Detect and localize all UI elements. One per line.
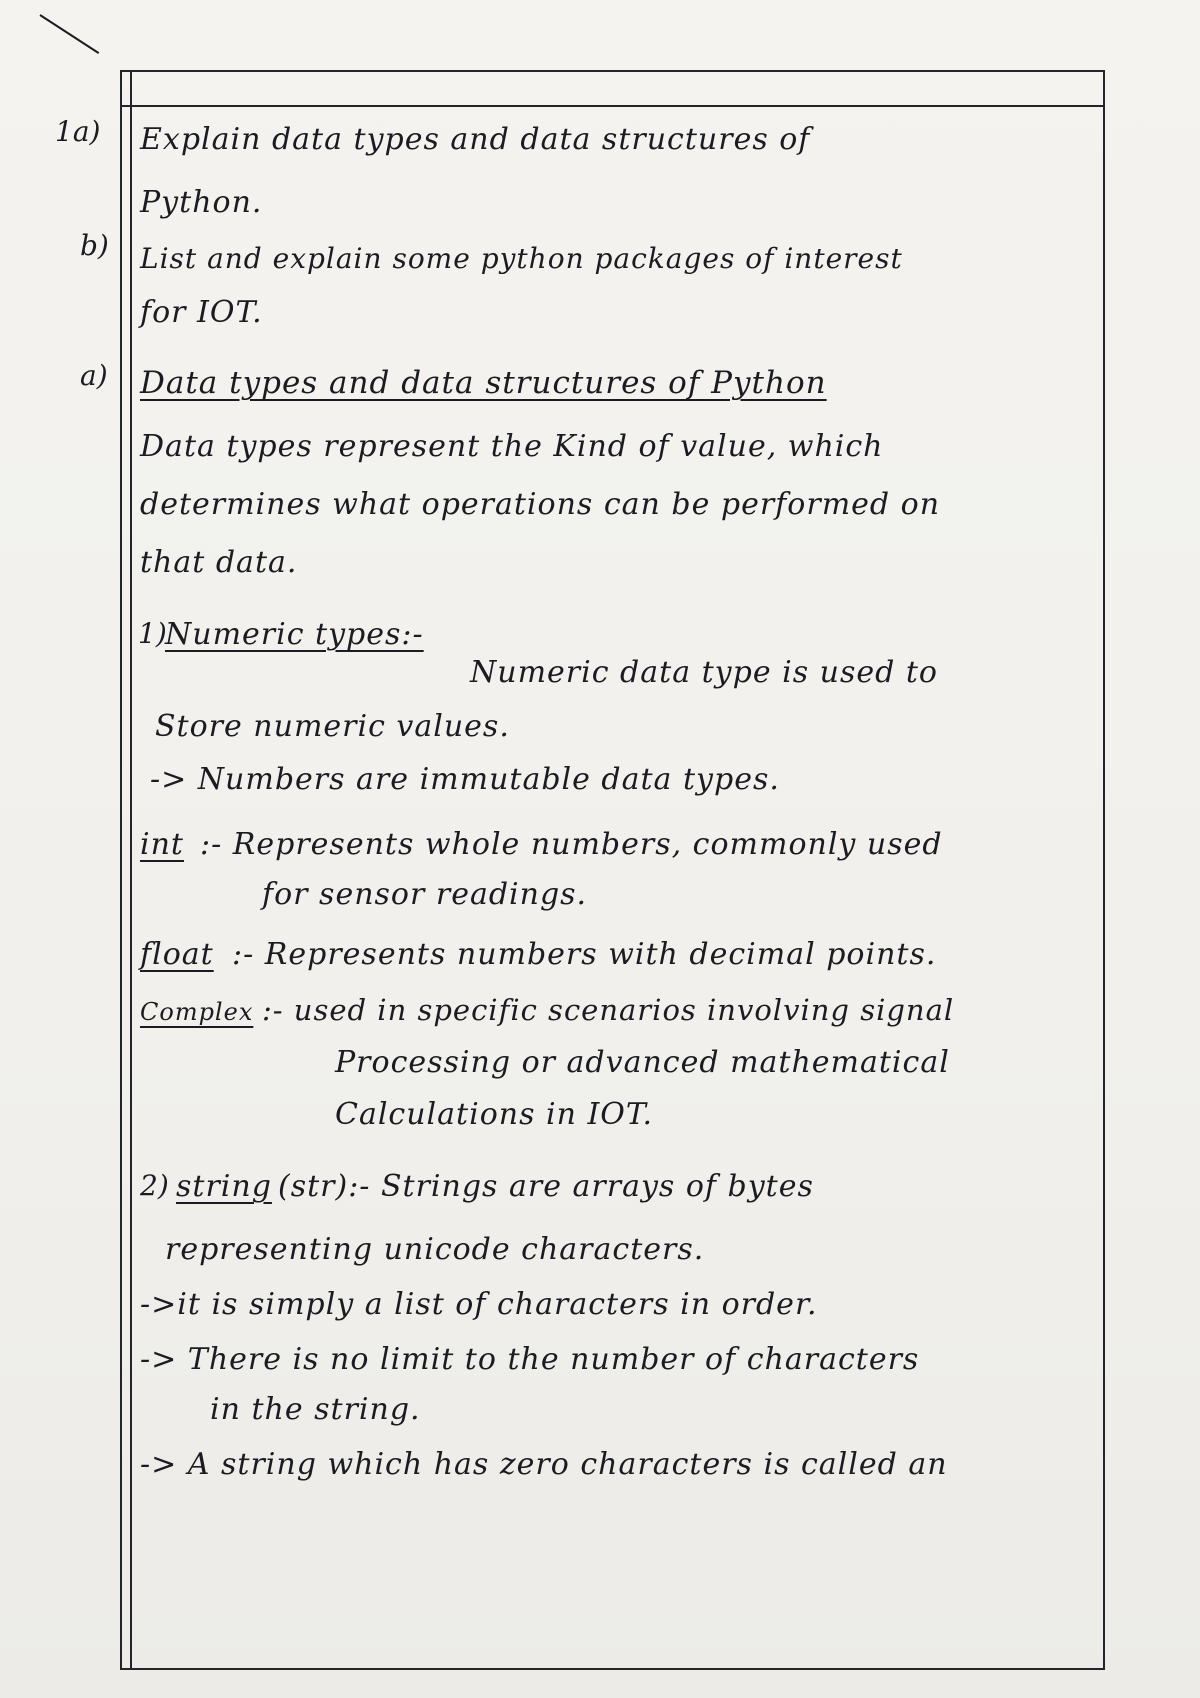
string-line-3: -> There is no limit to the number of characters	[140, 1342, 920, 1377]
float-line: :- Represents numbers with decimal points.	[232, 937, 937, 972]
question-1a-line-2: Python.	[140, 185, 263, 220]
complex-line-1: :- used in specific scenarios involving signal	[262, 993, 955, 1027]
answer-heading: Data types and data structures of Python	[140, 365, 827, 401]
margin-line	[130, 70, 132, 1670]
answer-label: a)	[80, 359, 108, 392]
question-1a-label: 1a)	[55, 115, 101, 148]
float-label: float	[140, 937, 214, 972]
string-line-2: ->it is simply a list of characters in order.	[140, 1287, 818, 1322]
numeric-number: 1)	[138, 617, 167, 650]
answer-intro-line-1: Data types represent the Kind of value, which	[140, 429, 884, 464]
question-1b-label: b)	[80, 229, 109, 262]
numeric-line-1: Numeric data type is used to	[470, 655, 938, 690]
complex-line-3: Calculations in IOT.	[335, 1097, 654, 1132]
numeric-line-2: Store numeric values.	[155, 709, 510, 744]
int-label: int	[140, 827, 184, 862]
string-line-1: representing unicode characters.	[165, 1232, 705, 1267]
question-1b-line-1: List and explain some python packages of interest	[140, 242, 903, 275]
int-line-2: for sensor readings.	[262, 877, 588, 912]
string-line-5: -> A string which has zero characters is called an	[140, 1447, 948, 1482]
pen-stroke-mark	[39, 14, 99, 54]
complex-line-2: Processing or advanced mathematical	[335, 1045, 950, 1080]
question-1a-line-1: Explain data types and data structures of	[140, 122, 811, 157]
string-heading-rest: (str):- Strings are arrays of bytes	[278, 1169, 814, 1204]
answer-intro-line-2: determines what operations can be performed on	[140, 487, 941, 522]
answer-intro-line-3: that data.	[140, 545, 298, 580]
numeric-line-3: -> Numbers are immutable data types.	[150, 762, 780, 797]
header-rule	[120, 105, 1105, 107]
int-line-1: :- Represents whole numbers, commonly used	[200, 827, 943, 862]
string-number: 2)	[140, 1169, 169, 1202]
numeric-heading: Numeric types:-	[165, 617, 424, 652]
string-heading: string	[176, 1169, 272, 1204]
question-1b-line-2: for IOT.	[140, 295, 263, 330]
complex-label: Complex	[140, 998, 254, 1026]
string-line-4: in the string.	[210, 1392, 421, 1427]
page-border	[120, 70, 1105, 1670]
